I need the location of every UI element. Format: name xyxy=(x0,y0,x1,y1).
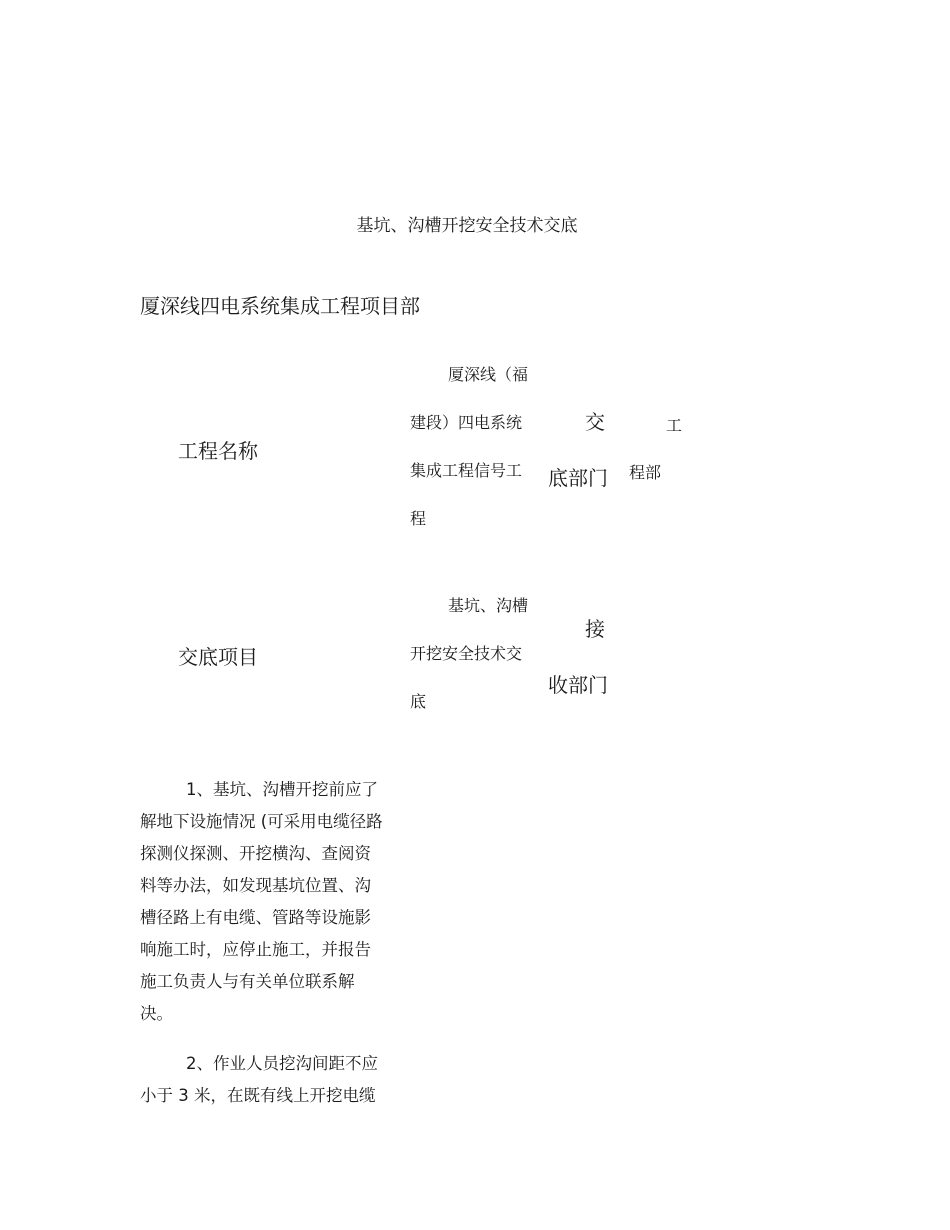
project-name-line: 程 xyxy=(410,509,427,528)
paragraph-line: 槽径路上有电缆、管路等设施影 xyxy=(140,908,371,927)
disclosure-item-label: 交底项目 xyxy=(178,645,258,669)
paragraph-line: 小于 3 米，在既有线上开挖电缆 xyxy=(140,1086,376,1105)
paragraph-line: 响施工时，应停止施工，并报告 xyxy=(140,940,371,959)
disclosure-item-line: 底 xyxy=(410,692,427,711)
paragraph-line: 解地下设施情况 (可采用电缆径路 xyxy=(140,812,383,831)
disclosure-item-value xyxy=(410,582,528,726)
project-name-line: 厦深线（福 xyxy=(448,365,529,384)
paragraph-line: 料等办法，如发现基坑位置、沟 xyxy=(140,876,371,895)
department-name: 厦深线四电系统集成工程项目部 xyxy=(140,294,420,318)
project-name-line: 集成工程信号工 xyxy=(410,461,523,480)
paragraph-line: 2、作业人员挖沟间距不应 xyxy=(186,1054,378,1073)
paragraph-line: 决。 xyxy=(140,1004,173,1023)
disclosure-item-line: 开挖安全技术交 xyxy=(410,644,523,663)
paragraph-line: 1、基坑、沟槽开挖前应了 xyxy=(186,780,378,799)
paragraph-line: 施工负责人与有关单位联系解 xyxy=(140,972,355,991)
disclosure-dept-label-bottom: 底部门 xyxy=(548,466,608,490)
paragraph-line: 探测仪探测、开挖横沟、查阅资 xyxy=(140,844,371,863)
project-name-label: 工程名称 xyxy=(178,439,258,463)
project-name-value xyxy=(410,351,528,543)
receive-dept-label-bottom: 收部门 xyxy=(548,673,608,697)
disclosure-dept-label-top: 交 xyxy=(585,410,605,434)
receive-dept-label-top: 接 xyxy=(585,617,605,641)
project-name-line: 建段）四电系统 xyxy=(410,413,523,432)
paragraph-2 xyxy=(140,1048,402,1112)
disclosure-item-line: 基坑、沟槽 xyxy=(448,596,529,615)
disclosure-dept-value-bottom: 程部 xyxy=(629,463,662,482)
paragraph-1 xyxy=(140,774,402,1030)
disclosure-dept-value-top: 工 xyxy=(666,416,683,435)
document-title: 基坑、沟槽开挖安全技术交底 xyxy=(356,216,578,236)
